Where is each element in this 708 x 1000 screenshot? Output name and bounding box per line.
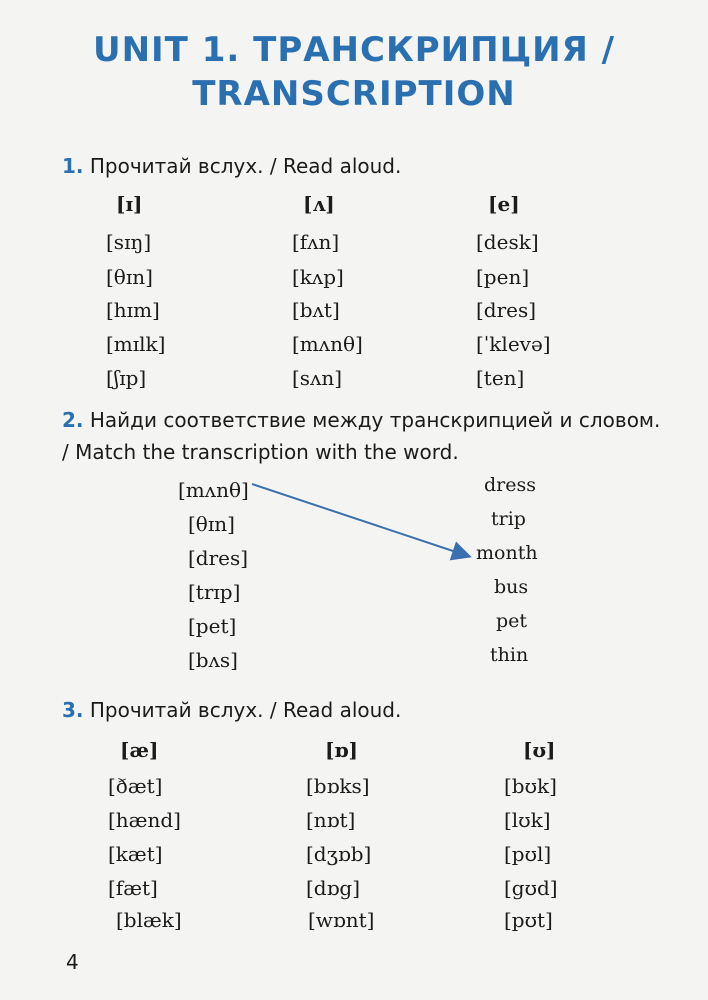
task3-col2-word: [wɒnt]: [308, 908, 375, 932]
task2-transcription: [dres]: [188, 546, 249, 570]
task1-col3-word: [pen]: [476, 265, 530, 289]
task1-col1-word: [hɪm]: [106, 298, 160, 322]
task3-number: 3.: [62, 698, 84, 722]
task2-word: bus: [494, 576, 529, 598]
task2-text: Найди соответствие между транскрипцией и словом. / Match the transcription with the word.: [62, 408, 661, 464]
task1-col1-word: [θɪn]: [106, 265, 153, 289]
task3-col3-word: [pʊl]: [504, 842, 552, 866]
task1-col1-word: [mɪlk]: [106, 332, 166, 356]
task1-col1-word: [ʃɪp]: [106, 366, 147, 390]
task3-text: Прочитай вслух. / Read aloud.: [89, 698, 402, 722]
task3-col3-word: [lʊk]: [504, 808, 551, 832]
task1-number: 1.: [62, 154, 84, 178]
task1-col3-word: [ten]: [476, 366, 525, 390]
task1-col2-word: [kʌp]: [292, 265, 344, 289]
task1-col1-word: [sɪŋ]: [106, 230, 152, 254]
task3-col2-word: [dɒg]: [306, 876, 361, 900]
task3-col1-word: [ðæt]: [108, 774, 163, 798]
task1-text: Прочитай вслух. / Read aloud.: [89, 154, 402, 178]
task2-transcription: [bʌs]: [188, 648, 238, 672]
task2-word: pet: [496, 610, 528, 632]
task3-col1-word: [kæt]: [108, 842, 163, 866]
task3-col3-word: [gʊd]: [504, 876, 558, 900]
task1-col3-word: [ˈklevə]: [476, 332, 551, 356]
task2-number: 2.: [62, 408, 84, 432]
task3-col3-word: [bʊk]: [504, 774, 557, 798]
task3-col2-head: [ɒ]: [325, 738, 358, 762]
task3-col2-word: [nɒt]: [306, 808, 356, 832]
task3-col3-word: [pʊt]: [504, 908, 553, 932]
task2-transcription: [pet]: [188, 614, 237, 638]
task2-word: month: [476, 542, 538, 564]
task3-col1-word: [hænd]: [108, 808, 181, 832]
page-number: 4: [66, 950, 79, 974]
task2-transcription: [θɪn]: [188, 512, 235, 536]
task2-transcription: [mʌnθ]: [178, 478, 249, 502]
task1-col2-word: [sʌn]: [292, 366, 343, 390]
task2-word: dress: [484, 474, 536, 496]
title-line-1: UNIT 1. ТРАНСКРИПЦИЯ /: [92, 30, 616, 70]
task1-col2-head: [ʌ]: [303, 192, 335, 216]
task3-col1-word: [fæt]: [108, 876, 158, 900]
task2-word: thin: [490, 644, 529, 666]
task1-col1-head: [ɪ]: [116, 192, 143, 216]
task1-col2-word: [mʌnθ]: [292, 332, 363, 356]
task1-col3-word: [dres]: [476, 298, 537, 322]
task1-col3-head: [e]: [488, 192, 520, 216]
task1-col2-word: [fʌn]: [292, 230, 340, 254]
task3-col1-head: [æ]: [120, 738, 159, 762]
task3-col2-word: [dʒɒb]: [306, 842, 372, 866]
task2-transcription: [trɪp]: [188, 580, 241, 604]
task1-col2-word: [bʌt]: [292, 298, 340, 322]
task3-col2-word: [bɒks]: [306, 774, 370, 798]
title-line-2: TRANSCRIPTION: [192, 74, 516, 114]
task1-col3-word: [desk]: [476, 230, 539, 254]
task3-col3-head: [ʊ]: [523, 738, 556, 762]
task3-col1-word: [blæk]: [116, 908, 182, 932]
task3-instruction: [62, 694, 668, 726]
match-arrow-line: [252, 484, 468, 556]
task2-word: trip: [491, 508, 526, 530]
